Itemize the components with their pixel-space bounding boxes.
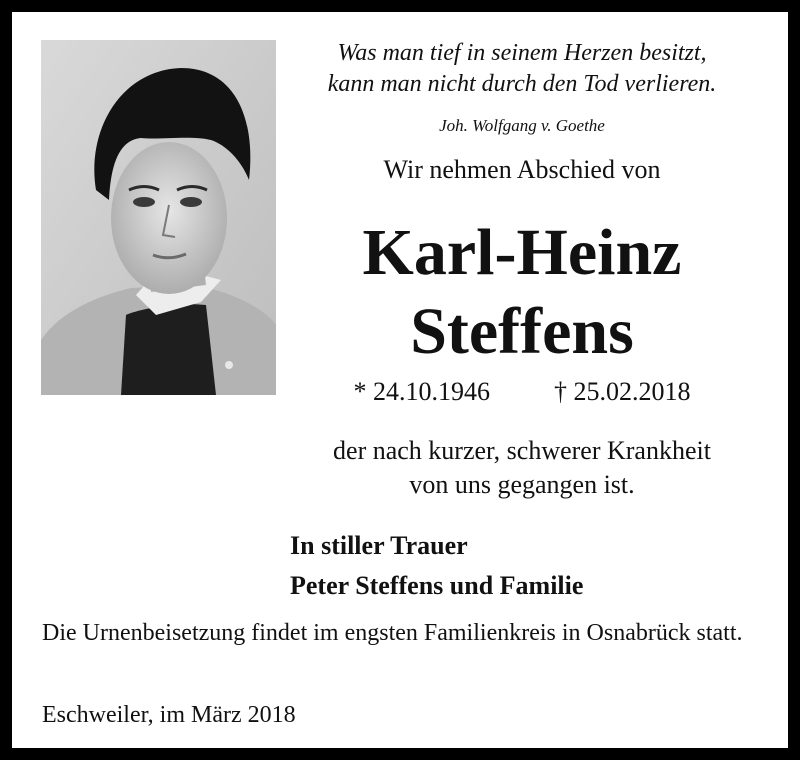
deceased-first-name: Karl-Heinz [362, 216, 682, 289]
mourners-names: Peter Steffens und Familie [290, 571, 584, 600]
goethe-quote [282, 38, 762, 100]
deceased-last-name: Steffens [410, 295, 634, 368]
portrait-image [41, 40, 276, 395]
farewell-intro: Wir nehmen Abschied von [383, 155, 661, 184]
illness-statement [282, 434, 762, 502]
life-dates [282, 377, 762, 407]
quote-author: Joh. Wolfgang v. Goethe [439, 116, 605, 135]
quote-line-2: kann man nicht durch den Tod verlieren. [327, 71, 717, 97]
funeral-note: Die Urnenbeisetzung findet im engsten Familienkreis in Osnabrück statt. [42, 620, 743, 646]
illness-line-1: der nach kurzer, schwerer Krankheit [333, 436, 711, 465]
mourning-phrase: In stiller Trauer [290, 531, 468, 560]
place-and-date: Eschweiler, im März 2018 [42, 702, 296, 728]
birth-date: * 24.10.1946 [353, 377, 490, 406]
portrait-photo [41, 40, 276, 395]
illness-line-2: von uns gegangen ist. [409, 470, 635, 499]
mourners-block [290, 526, 583, 606]
obituary-card [12, 12, 788, 748]
death-date: † 25.02.2018 [554, 377, 691, 406]
quote-line-1: Was man tief in seinem Herzen besitzt, [337, 40, 707, 66]
